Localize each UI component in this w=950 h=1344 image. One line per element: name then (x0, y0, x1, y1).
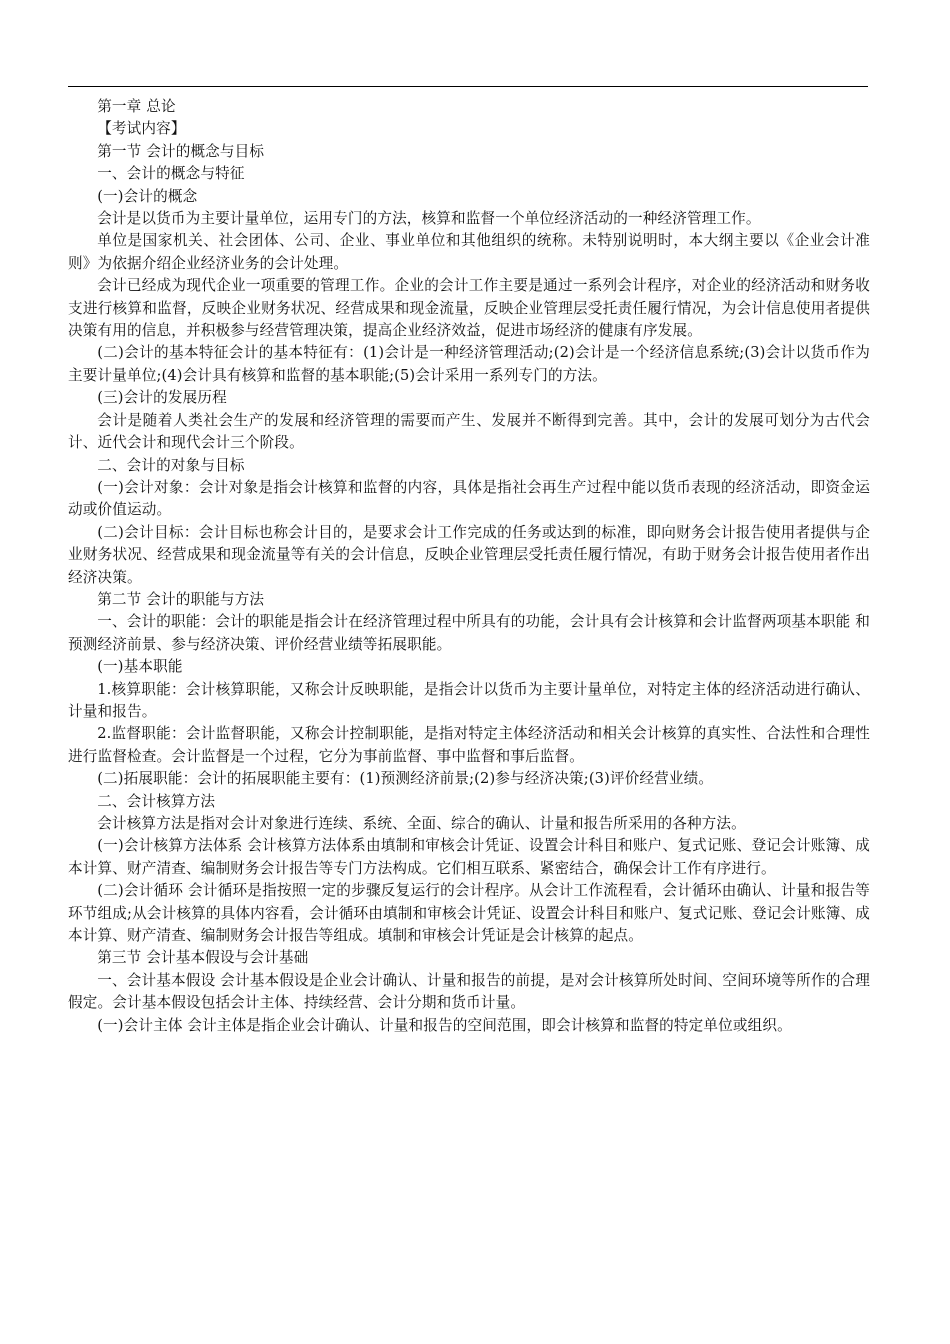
paragraph: 一、会计基本假设 会计基本假设是企业会计确认、计量和报告的前提，是对会计核算所处时间、空间环境等所作的合理假定。会计基本假设包括会计主体、持续经营、会计分期和货币计量。 (68, 971, 870, 1012)
subsection-heading: 一、会计的概念与特征 (97, 165, 245, 183)
paragraph: (一)会计核算方法体系 会计核算方法体系由填制和审核会计凭证、设置会计科目和账户、复式记账、登记会计账簿、成本计算、财产清查、编制财务会计报告等专门方法构成。它们相互联系、紧密结合，确保会计工作有序进行。 (68, 837, 870, 877)
paragraph: (二)会计的基本特征会计的基本特征有：(1)会计是一种经济管理活动;(2)会计是一个经济信息系统;(3)会计以货币作为主要计量单位;(4)会计具有核算和监督的基本职能;(5)会计采用一系列专门的方法。 (68, 344, 870, 384)
subsection-heading: 二、会计的对象与目标 (97, 456, 245, 474)
paragraph: 会计是随着人类社会生产的发展和经济管理的需要而产生、发展并不断得到完善。其中，会计的发展可划分为古代会计、近代会计和现代会计三个阶段。 (68, 411, 870, 452)
chapter-title: 第一章 总论 (97, 98, 176, 115)
item-heading: (一)会计的概念 (97, 187, 198, 205)
section-heading: 第三节 会计基本假设与会计基础 (97, 949, 309, 967)
subsection-heading: 二、会计核算方法 (97, 792, 216, 810)
exam-content-heading: 【考试内容】 (97, 120, 186, 138)
paragraph: 一、会计的职能：会计的职能是指会计在经济管理过程中所具有的功能，会计具有会计核算和会计监督两项基本职能 和预测经济前景、参与经济决策、评价经营业绩等拓展职能。 (68, 613, 870, 653)
paragraph: 会计核算方法是指对会计对象进行连续、系统、全面、综合的确认、计量和报告所采用的各种方法。 (97, 815, 746, 832)
paragraph: 会计已经成为现代企业一项重要的管理工作。企业的会计工作主要是通过一系列会计程序，对企业的经济活动和财务收支进行核算和监督，反映企业财务状况、经营成果和现金流量，反映企业管理层受托责任履行情况，为会计信息使用者提供决策有用的信息，并积极参与经营管理决策，提高企业经济效益，促进市场经济的健康有序发展。 (68, 277, 870, 340)
section-heading: 第一节 会计的概念与目标 (97, 142, 265, 160)
paragraph: 会计是以货币为主要计量单位，运用专门的方法，核算和监督一个单位经济活动的一种经济管理工作。 (97, 210, 761, 228)
section-heading: 第二节 会计的职能与方法 (97, 590, 265, 608)
item-heading: (一)基本职能 (97, 658, 183, 676)
header-rule (68, 86, 868, 87)
paragraph: (一)会计主体 会计主体是指企业会计确认、计量和报告的空间范围，即会计核算和监督的特定单位或组织。 (97, 1016, 792, 1034)
paragraph: (一)会计对象：会计对象是指会计核算和监督的内容，具体是指社会再生产过程中能以货币表现的经济活动，即资金运动或价值运动。 (68, 478, 870, 519)
paragraph: 2.监督职能：会计监督职能，又称会计控制职能，是指对特定主体经济活动和相关会计核算的真实性、合法性和合理性进行监督检查。会计监督是一个过程，它分为事前监督、事中监督和事后监督。 (68, 725, 870, 765)
paragraph: (二)会计目标：会计目标也称会计目的，是要求会计工作完成的任务或达到的标准，即向财务会计报告使用者提供与企业财务状况、经营成果和现金流量等有关的会计信息，反映企业管理层受托责任履行情况，有助于财务会计报告使用者作出经济决策。 (68, 523, 870, 586)
paragraph: (二)会计循环 会计循环是指按照一定的步骤反复运行的会计程序。从会计工作流程看，会计循环由确认、计量和报告等环节组成;从会计核算的具体内容看，会计循环由填制和审核会计凭证、设置会计科目和账户、复式记账、登记会计账簿、成本计算、财产清查、编制财务会计报告等组成。填制和审核会计凭证是会计核算的起点。 (68, 882, 870, 945)
document-body (68, 96, 870, 1037)
item-heading: (三)会计的发展历程 (97, 389, 227, 407)
paragraph: (二)拓展职能：会计的拓展职能主要有：(1)预测经济前景;(2)参与经济决策;(3)评价经营业绩。 (97, 770, 714, 788)
paragraph: 1.核算职能：会计核算职能，又称会计反映职能，是指会计以货币为主要计量单位，对特定主体的经济活动进行确认、计量和报告。 (68, 680, 870, 720)
paragraph: 单位是国家机关、社会团体、公司、企业、事业单位和其他组织的统称。未特别说明时，本大纲主要以《企业会计准则》为依据介绍企业经济业务的会计处理。 (68, 232, 870, 272)
